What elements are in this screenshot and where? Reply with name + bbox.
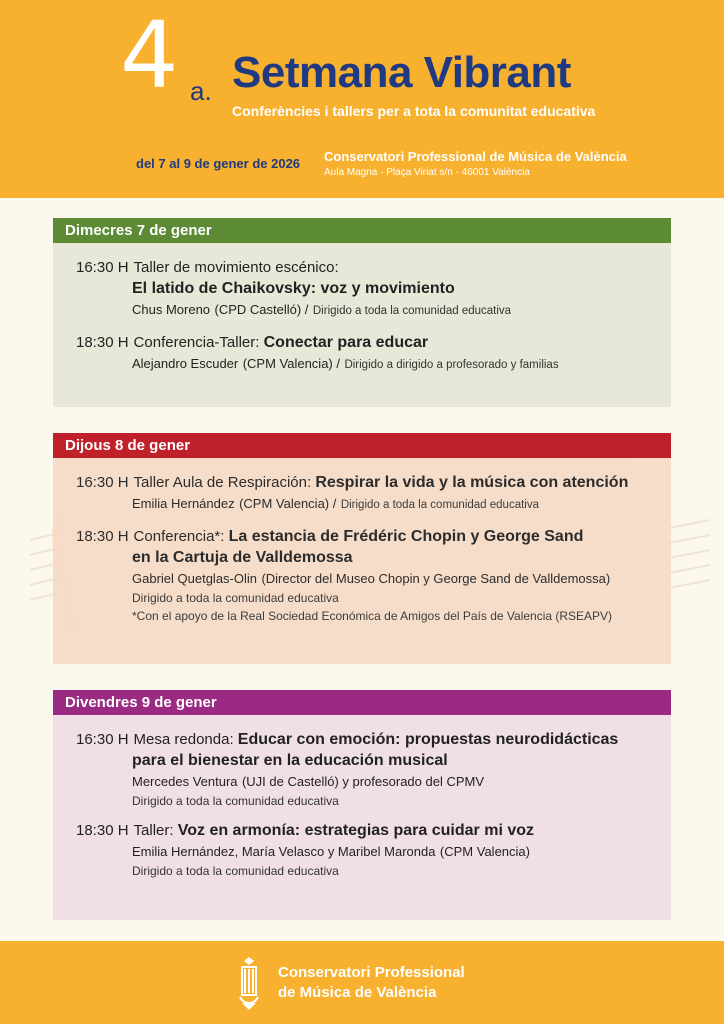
event-audience: Dirigido a toda la comunidad educativa xyxy=(340,499,539,511)
day-section-wednesday xyxy=(53,218,671,407)
day-body xyxy=(53,458,671,664)
event-title-line: para el bienestar en la educación musical xyxy=(132,752,448,769)
event-affiliation: (CPD Castelló) / xyxy=(214,302,309,317)
day-section-thursday xyxy=(53,433,671,664)
venue-address: Aula Magna - Plaça Viriat s/n - 46001 València xyxy=(324,167,530,178)
event-audience: Dirigido a toda la comunidad educativa xyxy=(132,794,339,808)
event-kind: Conferencia-Taller: xyxy=(133,334,260,351)
event-speaker: Emilia Hernández xyxy=(132,496,235,511)
event-time: 16:30 H xyxy=(76,731,129,748)
event-time: 18:30 H xyxy=(76,822,129,839)
generalitat-logo-icon xyxy=(236,955,262,1011)
event-dates: del 7 al 9 de gener de 2026 xyxy=(136,156,301,171)
event-affiliation: (Director del Museo Chopin y George Sand de Valldemossa) xyxy=(261,571,611,586)
day-body xyxy=(53,715,671,920)
event-kind: Conferencia*: xyxy=(133,528,225,545)
event-title: La estancia de Frédéric Chopin y George Sand xyxy=(228,528,584,545)
event-affiliation: (UJI de Castelló) y profesorado del CPMV xyxy=(241,774,485,789)
event-affiliation: (CPM Valencia) / xyxy=(242,356,340,371)
footer-line-1: Conservatori Professional xyxy=(278,964,465,981)
event-item xyxy=(53,472,671,516)
event-title: Respirar la vida y la música con atención xyxy=(315,474,629,491)
event-title: Educar con emoción: propuestas neurodidácticas xyxy=(237,731,619,748)
edition-suffix: a. xyxy=(190,76,212,106)
event-subtitle: Conferències i tallers per a tota la comunitat educativa xyxy=(232,103,596,119)
event-audience: Dirigido a toda la comunidad educativa xyxy=(132,864,339,878)
event-kind: Mesa redonda: xyxy=(133,731,234,748)
event-kind: Taller de movimiento escénico: xyxy=(133,259,339,276)
event-audience: Dirigido a toda la comunidad educativa xyxy=(132,591,339,605)
event-affiliation: (CPM Valencia) xyxy=(439,844,530,859)
event-affiliation: (CPM Valencia) / xyxy=(239,496,337,511)
event-title: Conectar para educar xyxy=(263,334,429,351)
venue-name: Conservatori Professional de Música de València xyxy=(324,149,627,164)
event-item xyxy=(53,820,671,880)
event-time: 16:30 H xyxy=(76,474,129,491)
event-time: 18:30 H xyxy=(76,334,129,351)
event-speaker: Chus Moreno xyxy=(132,302,211,317)
day-section-friday xyxy=(53,690,671,920)
event-speaker: Mercedes Ventura xyxy=(132,774,238,789)
event-title-line: en la Cartuja de Valldemossa xyxy=(132,549,353,566)
event-kind: Taller Aula de Respiración: xyxy=(133,474,312,491)
event-speaker: Alejandro Escuder xyxy=(132,356,239,371)
event-kind: Taller: xyxy=(133,822,174,839)
event-time: 18:30 H xyxy=(76,528,129,545)
day-header: Divendres 9 de gener xyxy=(53,690,671,715)
event-item xyxy=(53,526,671,625)
event-speaker: Gabriel Quetglas-Olin xyxy=(132,571,257,586)
event-item xyxy=(53,729,671,810)
event-title-line: El latido de Chaikovsky: voz y movimiento xyxy=(132,280,455,297)
event-item xyxy=(53,257,671,322)
event-title: Setmana Vibrant xyxy=(232,48,571,97)
footer-band xyxy=(0,941,724,1024)
event-audience: Dirigido a toda la comunidad educativa xyxy=(312,305,512,317)
header-band xyxy=(0,0,724,198)
footer-line-2: de Música de València xyxy=(278,984,437,1001)
footer-institution xyxy=(278,963,465,1003)
event-sponsor-note: *Con el apoyo de la Real Sociedad Económica de Amigos del País de Valencia (RSEAPV) xyxy=(132,609,613,623)
event-title: Voz en armonía: estrategias para cuidar mi voz xyxy=(177,822,534,839)
day-header: Dimecres 7 de gener xyxy=(53,218,671,243)
edition-number: 4 xyxy=(120,2,179,109)
event-time: 16:30 H xyxy=(76,259,129,276)
event-speaker: Emilia Hernández, María Velasco y Maribel Maronda xyxy=(132,844,436,859)
event-item xyxy=(53,332,671,376)
event-audience: Dirigido a dirigido a profesorado y familias xyxy=(344,359,559,371)
day-body xyxy=(53,243,671,407)
day-header: Dijous 8 de gener xyxy=(53,433,671,458)
